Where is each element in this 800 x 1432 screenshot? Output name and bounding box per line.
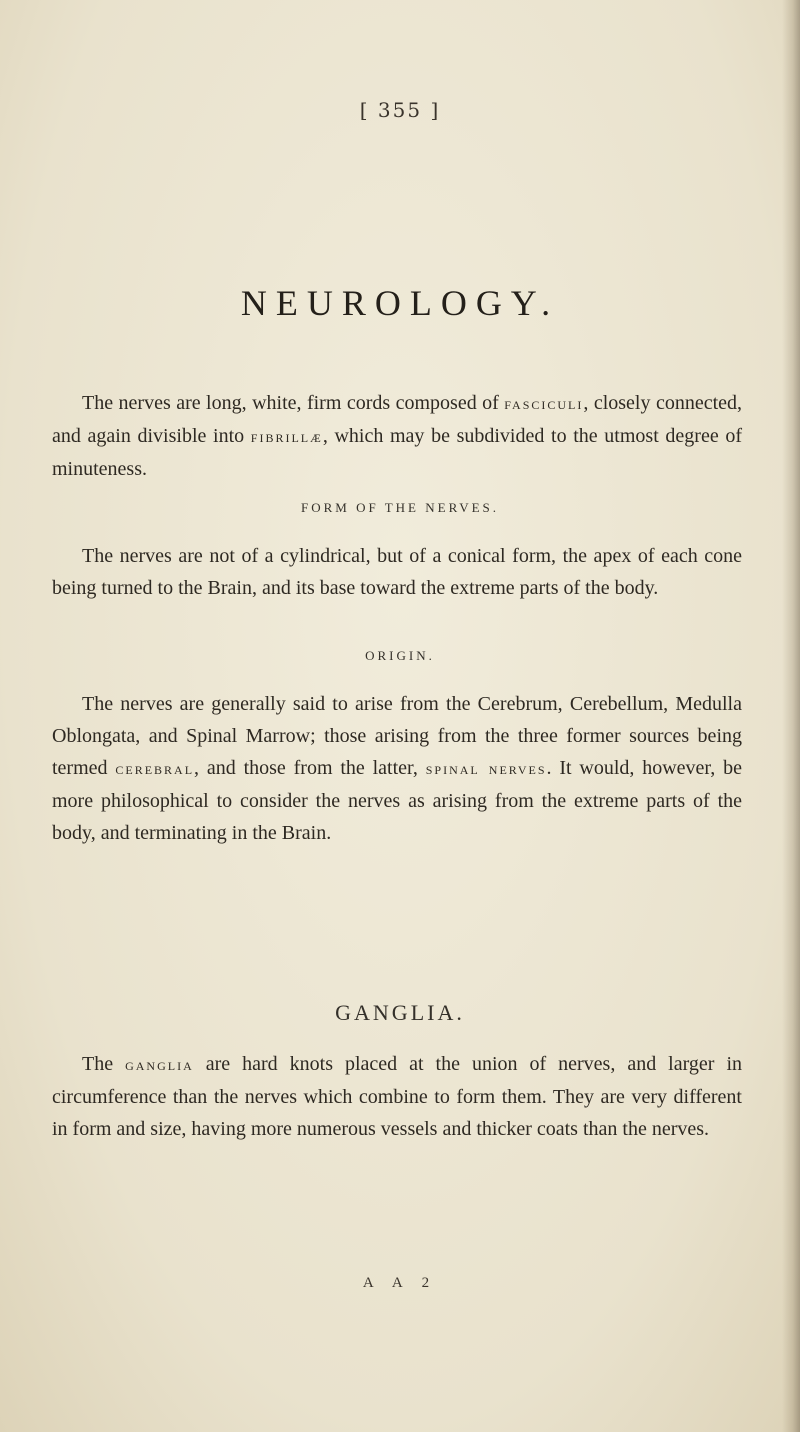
ganglia-text-pre: The — [82, 1053, 126, 1075]
page-edge-shadow — [782, 0, 800, 1432]
intro-text-c: , which may be subdivided to the utmost degree of minuteness. — [52, 425, 743, 480]
origin-text-b: , and those from the latter, — [194, 757, 426, 779]
term-fibrillae: fibrillæ — [250, 427, 323, 446]
page-number: [ 355 ] — [359, 98, 441, 122]
term-ganglia: ganglia — [125, 1055, 194, 1074]
ganglia-paragraph — [52, 1048, 742, 1145]
form-text: The nerves are not of a cylindrical, but of a conical form, the apex of each cone being turned to the Brain, and its base toward the extreme parts of the body. — [52, 545, 742, 599]
chapter-title: NEUROLOGY. — [240, 283, 560, 323]
intro-paragraph — [52, 387, 742, 485]
signature-mark: A A 2 — [362, 1275, 438, 1291]
intro-text-b: , closely connected, and again divisible into — [52, 392, 743, 447]
term-cerebral: cerebral — [115, 759, 195, 778]
ganglia-heading: GANGLIA. — [335, 1000, 465, 1025]
intro-text-a: The nerves are long, white, firm cords composed of — [82, 392, 505, 414]
origin-text-c: . It would, however, be more philosophical to consider the nerves as arising from the extreme parts of the body, and terminating in the Brain. — [52, 757, 742, 844]
ganglia-text-a: are hard knots placed at the union of nerves, and larger in circumference than the nerves which combine to form them. They are very different in form and size, having more numerous vessels and thicker coats than the nerves. — [52, 1053, 742, 1140]
term-spinal-nerves: spinal nerves — [425, 759, 547, 778]
origin-heading: ORIGIN. — [365, 648, 435, 663]
term-fasciculi: fasciculi — [504, 394, 584, 413]
form-heading: FORM OF THE NERVES. — [300, 500, 500, 515]
origin-text-a: The nerves are generally said to arise from the Cerebrum, Cerebellum, Medulla Oblongata, and Spinal Marrow; those arising from the three former sources being termed — [52, 693, 742, 779]
form-paragraph — [52, 540, 742, 604]
origin-paragraph — [52, 688, 742, 849]
